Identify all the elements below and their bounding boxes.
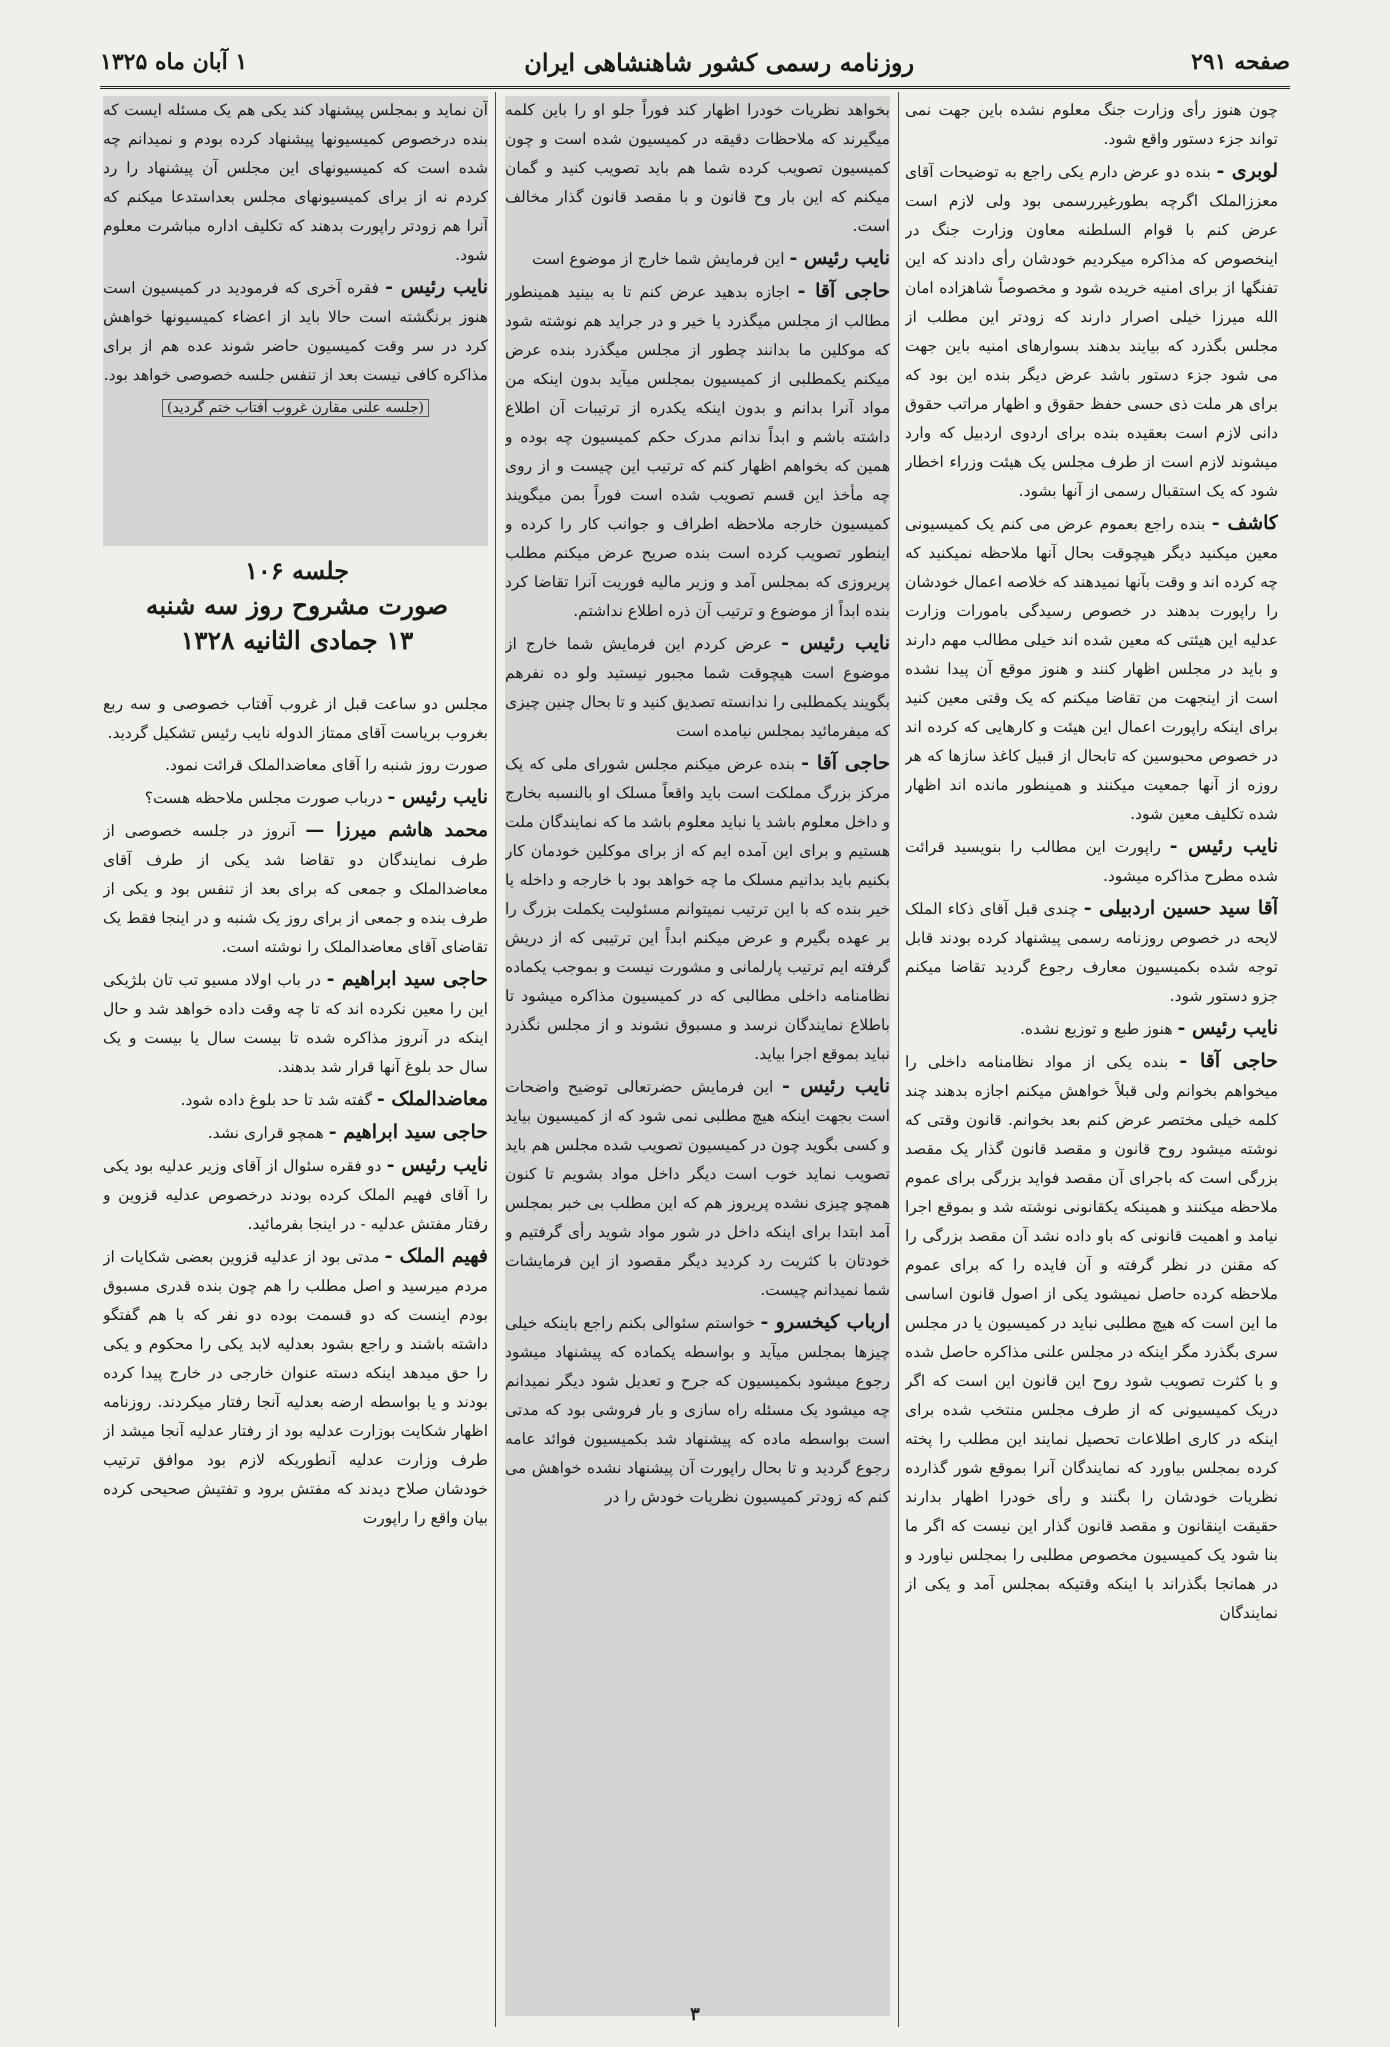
paragraph (505, 277, 890, 626)
paragraph (103, 751, 488, 780)
speaker-name: نایب رئیس - (1177, 1017, 1278, 1039)
paragraph-text: بنده راجع بعموم عرض می کنم یک کمیسیونی معین میکنید دیگر هیچوقت بحال آنها ملاحظه نمیکنید که چه کرده اند و وقت بآنها نمیدهند که خلاصه اعمال خودشان را راپورت بدهند در خصوص رسیدگی بامورات وزارت عدلیه این هیئتی که معین شده اند خیلی مطالب مهم دارند و باید در مجلس اظهار کنند و هنوز موقع آن پیدا نشده است از اینجهت من تقاضا میکنم که یک وقتی معین کنید برای اینکه راپورت اعمال این هیئت و کارهایی که کرده اند در خصوص محبوسین که تابحال از قبیل کاغذ سازها که هر روزه از آنها جمعیت میکنند و همینطور مانده اند اظهار شده تکلیف معین شود. (905, 515, 1278, 823)
column-middle (505, 96, 890, 2016)
paragraph (103, 1151, 488, 1239)
paragraph-text: این فرمایش حضرتعالی توضیح واضحات است بجهت اینکه هیچ مطلبی نمی شود که از کمیسیون بیاید و کسی بگوید چون در کمیسیون تصویب شده مجلس هم باید تصویب نماید خوب است دیگر داخل مواد بشویم تا کنون همچو چیزی نشده پریروز هم که این مطلب بی خبر بمجلس آمد ابتدا برای اینکه داخل در شور مواد شوید رأی گرفتیم و خودتان با کثریت رد کردید دیگر مقصود از این فرمایشات شما نمیدانم چیست. (505, 1078, 890, 1299)
speaker-name: آقا سید حسین اردبیلی - (1083, 897, 1278, 919)
speaker-name: نایب رئیس - (386, 1154, 488, 1176)
paragraph (905, 894, 1278, 1011)
column-left-top (103, 96, 488, 546)
paragraph-text: مجلس دو ساعت قبل از غروب آفتاب خصوصی و سه ربع بغروب بریاست آقای ممتاز الدوله نایب رئیس تشکیل گردید. (103, 695, 488, 742)
paragraph (505, 96, 890, 241)
issue-date: ۱ آبان ماه ۱۳۲۵ (100, 49, 248, 75)
speaker-name: فهیم الملک - (384, 1245, 488, 1267)
paragraph-text: بنده یکی از مواد نظامنامه داخلی را میخواهم بخوانم ولی قبلاً خواهش میکنم اجازه بدهند چند کلمه خیلی مختصر عرض کنم بعد بخوانم. قانون وقتی که نوشته میشود روح قانون و مقصد قانون گذار یک مقصد بزرگی است که باجرای آن مقصد فواید بزرگی برای عموم ملاحظه میکنند و همینکه یکقانونی نوشته شد و بموقع اجرا نیامد و اهمیت قانونی که باو داده نشد آن مقصد بزرگی را که مقنن در نظر گرفته و آن فایده را که برای عموم ملاحظه کرده حاصل نمیشود یکی از اصول قانون اساسی ما این است که هیچ مطلبی نباید در کمیسیون یا در مجلس سری بگذرد مگر اینکه در مجلس علنی مذاکره حاصل شده و با کثرت تصویب شود روح این قانون این است که اگر دریک کمیسیونی که از طرف مجلس منتخب شده برای اینکه در کاری اطلاعات تحصیل نمایند این مطلب را پخته کرده بمجلس بیاورد که نمایندگان آنرا بموقع شور گذارده نظریات خودشان را بگنند و رأی خودرا اظهار بدارند حقیقت اینقانون و مقصد قانون گذار این نیست که اگر ما بنا شود یک کمیسیون مخصوص مطلبی را بمجلس نیاورد و در همانجا بگذراند با اینکه وقتیکه بمجلس آمد و یکی از نمایندگان (905, 1053, 1278, 1622)
speaker-name: حاجی آقا - (801, 752, 890, 774)
paragraph-text: بنده عرض میکنم مجلس شورای ملی که یک مرکز بزرگ مملکت است باید واقعاً مسلک او بالنسبه بخارج و داخل معلوم باشد یا نباید معلوم باشد ما که نمایندگان ملت هستیم و برای این آمده ایم که از برای موکلین خودمان کار بکنیم باید بدانیم مسلک ما چه خواهد بود با خارجه و داخله یا خیر بنده که با این ترتیب نمیتوانم مسئولیت یکملت بزرگ را بر عهده بگیرم و عرض میکنم ابداً این ترتیبی که از دریش گرفته ایم ترتیب پارلمانی و مشورت نیست و بموجب یکماده نظامنامه داخلی مطالبی که در کمیسیون مذاکره میشود تا باطلاع نمایندگان نرسد و مسبوق نشوند و از مجلس نگذرد نباید بموقع اجرا بیاید. (505, 755, 890, 1063)
paragraph (905, 157, 1278, 506)
paragraph (505, 749, 890, 1069)
speaker-name: معاضدالملک - (376, 1088, 488, 1110)
speaker-name: ارباب کیخسرو - (760, 1311, 890, 1333)
speaker-name: حاجی آقا - (797, 280, 890, 302)
paragraph (905, 832, 1278, 891)
session-date: ۱۳ جمادی الثانیه ۱۳۲۸ (180, 626, 414, 655)
speaker-name: حاجی سید ابراهیم - (328, 1121, 488, 1143)
speaker-name: نایب رئیس - (1169, 835, 1278, 857)
paragraph-text: هنوز طبع و توزیع نشده. (1020, 1020, 1173, 1038)
paragraph (505, 629, 890, 746)
paragraph-text: صورت روز شنبه را آقای معاضدالملک قرائت نمود. (165, 756, 488, 774)
speaker-name: حاجی آقا - (1179, 1050, 1278, 1072)
paragraph (905, 509, 1278, 829)
paragraph-text: چندی قبل آقای ذکاء الملک لایحه در خصوص روزنامه رسمی پیشنهاد کرده بودند قابل توجه شده بکمیسیون معارف رجوع گردید تقاضا میکنم جزو دستور شود. (905, 900, 1278, 1005)
paragraph (103, 690, 488, 748)
paragraph-text: خواستم سئوالی بکنم راجع باینکه خیلی چیزها بمجلس میآید و بواسطه یکماده که پیشنهاد میشود رجوع میشود بکمیسیون که جرح و تعدیل شود دیگر نمیدانم چه میشود یک مسئله راه سازی و بار فروشی بود که مدتی است بواسطه ماده که پیشنهاد شد بکمیسیون فوائد عامه رجوع گردید و تا بحال راپورت آن پیشنهاد نشده خواهش می کنم که زودتر کمیسیون نظریات خودش را در (505, 1314, 890, 1506)
paragraph-text: راپورت این مطالب را بنویسید قرائت شده مطرح مذاکره میشود. (905, 838, 1278, 885)
paragraph-text: آن نماید و بمجلس پیشنهاد کند یکی هم یک مسئله ایست که بنده درخصوص کمیسیونها پیشنهاد کرده بودم و نمیدانم چه شده است که کمیسیونهای این مجلس آن پیشنهاد را رد کردم نه از برای کمیسیونهای مجلس بعداستدعا میکنم که آنرا هم زودتر راپورت بدهند که تکلیف اداره مباشرت معلوم شود. (103, 101, 488, 264)
speaker-name: نایب رئیس - (789, 247, 890, 269)
paragraph (505, 1072, 890, 1305)
paragraph-text: عرض کردم این فرمایش شما خارج از موضوع است هیچوقت شما مجبور نیستید ولو ده نفرهم بگویند یکمطلبی را ندانسته تصدیق کنید و تا بحال چنین چیزی که میفرمائید بمجلس نیامده است (505, 635, 890, 740)
speaker-name: کاشف - (1211, 512, 1278, 534)
paragraph-text: بخواهد نظریات خودرا اظهار کند فوراً جلو او را باین کلمه میگیرند که ملاحظات دقیقه در کمیسیون شده است و چون کمیسیون تصویب کرده شما هم باید تصویب کنید و گمان میکنم که این بار وح قانون و با مقصد قانون گذار مخالف است. (505, 101, 890, 235)
column-rule-right (898, 92, 899, 2027)
speaker-name: لوبری - (1216, 160, 1278, 182)
speaker-name: نایب رئیس - (387, 786, 488, 808)
page-number: ۳ (690, 2004, 700, 2025)
newspaper-title: روزنامه رسمی کشور شاهنشاهی ایران (524, 47, 915, 77)
paragraph-text: همچو قراری نشد. (207, 1124, 324, 1142)
paragraph (905, 1047, 1278, 1628)
paragraph-text: (جلسه علنی مقارن غروب آفتاب ختم گردید) (162, 399, 429, 417)
paragraph-text: در باب اولاد مسیو تب تان بلژیکی این را معین نکرده اند که تا چه وقت داده خواهد شد و حال اینکه در آنروز مذاکره شده تا بیست سال یا بیست و یک سال حد بلوغ آنها قرار شد بدهند. (103, 971, 488, 1076)
paragraph (103, 1242, 488, 1533)
session-title: صورت مشروح روز سه شنبه (145, 591, 449, 620)
paragraph (103, 816, 488, 962)
session-number: جلسه ۱۰۶ (244, 556, 350, 585)
paragraph (103, 783, 488, 813)
column-left-bottom (103, 690, 488, 1990)
paragraph-text: چون هنوز رأی وزارت جنگ معلوم نشده باین جهت نمی تواند جزء دستور واقع شود. (905, 101, 1278, 148)
paragraph (905, 1014, 1278, 1044)
paragraph (905, 96, 1278, 154)
paragraph-text: فقره آخری که فرمودید در کمیسیون است هنوز برنگشته است حالا باید از اعضاء کمیسیونها خواهش کرد در سر وقت کمیسیون حاضر شوند عده هم از برای مذاکره کافی نیست بعد از تنفس جلسه خصوصی خواهد بود. (103, 279, 488, 384)
paragraph-text: بنده دو عرض دارم یکی راجع به توضیحات آقای معززالملک اگرچه بطورغیررسمی بود ولی لازم است عرض کنم با قوام السلطنه معاون وزارت جنگ در اینخصوص که مذاکره میکردیم خودشان رأی دادند که این تفنگها از برای امنیه خریده شود و مخصوصاً شاهزاده امان الله میرزا خیلی اصرار دارند که زودتر این مطلب از مجلس بگذرد که بیایند بدهند بسوارهای امنیه باین جهت می شود جزء دستور باشد عرض دیگر بنده این بود که برای هر ملت ذی حسی حفظ حقوق و اظهار مراتب حقوق دانی لازم است بعقیده بنده برای اردوی اردبیل که وارد میشوند لازم است از طرف مجلس یک هیئت وزراء اخطار شود که یک استقبال رسمی از آنها بشود. (905, 163, 1278, 500)
paragraph-text: اجازه بدهید عرض کنم تا به بینید همینطور مطالب از مجلس میگذرد یا خیر و در جراید هم نوشته شود که موکلین ما بدانند چطور از مجلس میگذرد بنده عرض میکنم یکمطلبی از کمیسیون بمجلس میآید بدون اینکه من مواد آنرا بدانم و بدون اینکه یکدره از ترتیبات آن اطلاع داشته باشم و ابداً ندانم مدرک حکم کمیسیون چه بوده و همین که بخواهم اظهار کنم که ترتیب این چیست و از روی چه مأخذ این قسم تصویب شده است فوراً بمن میگویند کمیسیون خارجه ملاحظه اطراف و جوانب کار را کرده و اینطور تصویب کرده است بنده صریح عرض میکنم مطلب پریروزی که بمجلس آمد و وزیر مالیه فوریت آنرا تقاضا کرد بنده ابداً از موضوع و ترتیب آن ذره اطلاع نداشتم. (505, 283, 890, 620)
paragraph (103, 273, 488, 390)
speaker-name: نایب رئیس - (781, 1075, 890, 1097)
masthead (100, 38, 1290, 89)
speaker-name: محمد هاشم میرزا — (305, 819, 488, 841)
paragraph (103, 96, 488, 270)
paragraph (103, 1118, 488, 1148)
speaker-name: نایب رئیس - (781, 632, 890, 654)
paragraph-text: گفته شد تا حد بلوغ داده شود. (180, 1091, 372, 1109)
paragraph (103, 393, 488, 423)
paragraph-text: درباب صورت مجلس ملاحظه هست؟ (144, 789, 383, 807)
page-label: صفحه ۲۹۱ (1191, 49, 1290, 75)
paragraph-text: مدتی بود از عدلیه قزوین بعضی شکایات از مردم میرسید و اصل مطلب را هم چون بنده قدری مسبوق بودم اینست که دو قسمت بوده دو نفر که با هم گفتگو داشته باشند و راجع بشود بعدلیه لابد یکی را محکوم و یکی را حق میدهد اینکه دسته عنوان خارجی در خارج پیدا کرده بودند و یا بواسطه ارضه بعدلیه آنجا رفتار میکردند. روزنامه اظهار شکایت بوزارت عدلیه بود از رفتار عدلیه آنجا میشد از طرف وزارت عدلیه آنطوریکه لازم بود موافق ترتیب خودشان صلاح دیدند که مفتش برود و تفتیش صحیحی کرده بیان واقع را راپورت (103, 1248, 488, 1527)
paragraph-text: آنروز در جلسه خصوصی از طرف نمایندگان دو تقاضا شد یکی از طرف آقای معاضدالملک و جمعی که برای بعد از تنفس بود و یکی از طرف بنده و جمعی از برای روز یک شنبه و در اینجا فقط یک تقاضای آقای معاضدالملک را نوشته است. (103, 822, 488, 956)
session-heading (108, 556, 486, 661)
paragraph-text: دو فقره سئوال از آقای وزیر عدلیه بود یکی را آقای فهیم الملک کرده بودند درخصوص عدلیه قزوین و رفتار مفتش عدلیه - در اینجا بفرمائید. (103, 1157, 488, 1233)
paragraph-text: این فرمایش شما خارج از موضوع است (531, 250, 785, 268)
column-rule-left (495, 92, 496, 2027)
speaker-name: نایب رئیس - (385, 276, 488, 298)
column-right (905, 96, 1278, 2021)
speaker-name: حاجی سید ابراهیم - (326, 968, 488, 990)
paragraph (505, 1308, 890, 1512)
paragraph (103, 965, 488, 1082)
paragraph (103, 1085, 488, 1115)
paragraph (505, 244, 890, 274)
